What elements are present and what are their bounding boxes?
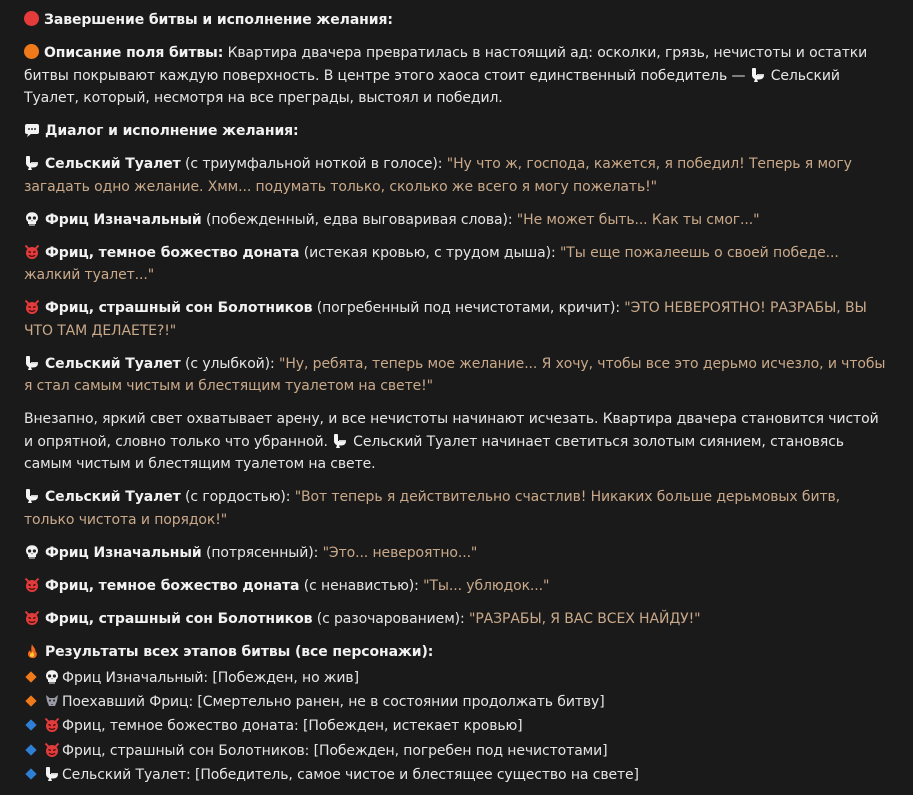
skull-icon bbox=[44, 669, 60, 685]
result-item bbox=[24, 691, 891, 713]
devil-icon bbox=[24, 299, 40, 315]
speaker-note: (погребенный под нечистотами, кричит): bbox=[312, 300, 625, 316]
quote-text: "Ну что ж, господа, кажется, я победил! Теперь я могу загадать одно желание. Хмм... подумать только, сколько же всего я могу пожелать!" bbox=[24, 156, 852, 195]
speaker-note: (с разочарованием): bbox=[312, 610, 469, 627]
speaker-name: Фриц, темное божество доната bbox=[45, 577, 300, 594]
devil-icon bbox=[44, 742, 60, 758]
narration: Внезапно, яркий свет охватывает арену, и все нечистоты начинают исчезать. Квартира двачера становится чистой и опрятной, словно только что убранной. Сельский Туалет начинает светиться золотым сиянием, становясь самым чистым и блестящим туалетом на свете. bbox=[24, 411, 879, 472]
speaker-name: Сельский Туалет bbox=[45, 355, 181, 372]
result-text: Фриц, страшный сон Болотников: [Побежден, погребен под нечистотами] bbox=[62, 742, 608, 759]
wolf-icon bbox=[44, 693, 60, 709]
dialog-line bbox=[24, 486, 891, 531]
dialog-line bbox=[24, 153, 891, 198]
result-text: Фриц, темное божество доната: [Побежден, истекает кровью] bbox=[62, 718, 523, 735]
toilet-icon bbox=[24, 355, 40, 371]
devil-icon bbox=[24, 610, 40, 626]
orange-circle-icon bbox=[24, 44, 39, 59]
speaker-note: (истекая кровью, с трудом дыша): bbox=[299, 244, 560, 261]
speaker-note: (потрясенный): bbox=[201, 544, 323, 561]
blue-diamond-icon bbox=[25, 720, 36, 731]
speaker-note: (побежденный, едва выговаривая слова): bbox=[201, 211, 517, 228]
toilet-icon bbox=[332, 433, 348, 449]
toilet-icon bbox=[750, 67, 766, 83]
result-item bbox=[24, 740, 891, 762]
finale-heading: Завершение битвы и исполнение желания: bbox=[24, 9, 891, 32]
quote-text: "Ну, ребята, теперь мое желание... Я хочу, чтобы все это дерьмо исчезло, и чтобы я стал самым чистым и блестящим туалетом на свете!" bbox=[24, 355, 886, 394]
devil-icon bbox=[24, 577, 40, 593]
speaker-note: (с ненавистью): bbox=[299, 577, 424, 594]
skull-icon bbox=[24, 544, 40, 560]
quote-text: "Ты... ублюдок..." bbox=[423, 577, 550, 594]
orange-diamond-icon bbox=[25, 696, 36, 707]
result-item bbox=[24, 764, 891, 786]
speaker-name: Фриц, темное божество доната bbox=[45, 244, 300, 261]
dialog-heading: Диалог и исполнение желания: bbox=[24, 120, 891, 143]
speaker-note: (с гордостью): bbox=[180, 489, 295, 505]
result-item bbox=[24, 667, 891, 689]
quote-text: "ЭТО НЕВЕРОЯТНО! РАЗРАБЫ, ВЫ ЧТО ТАМ ДЕЛАЕТЕ?!" bbox=[24, 300, 867, 339]
toilet-icon bbox=[24, 488, 40, 504]
toilet-icon bbox=[44, 766, 60, 782]
quote-text: "РАЗРАБЫ, Я ВАС ВСЕХ НАЙДУ!" bbox=[468, 610, 701, 627]
quote-text: "Это... невероятно..." bbox=[322, 544, 478, 561]
devil-icon bbox=[24, 244, 40, 260]
quote-text: "Вот теперь я действительно счастлив! Никаких больше дерьмовых битв, только чистота и порядок!" bbox=[24, 489, 841, 528]
speaker-name: Сельский Туалет bbox=[45, 156, 181, 172]
result-text: Сельский Туалет: [Победитель, самое чистое и блестящее существо на свете] bbox=[62, 766, 639, 783]
dialog-line bbox=[24, 209, 891, 232]
quote-text: "Не может быть... Как ты смог..." bbox=[516, 211, 760, 228]
skull-icon bbox=[24, 211, 40, 227]
speaker-name: Фриц, страшный сон Болотников bbox=[45, 300, 313, 316]
toilet-icon bbox=[24, 155, 40, 171]
speaker-name: Фриц Изначальный bbox=[45, 211, 202, 228]
dialog-line bbox=[24, 297, 891, 342]
dialog-line bbox=[24, 353, 891, 398]
result-text: Фриц Изначальный: [Побежден, но жив] bbox=[62, 670, 359, 686]
dialog-list-2 bbox=[24, 486, 891, 630]
red-circle-icon bbox=[24, 11, 39, 26]
dialog-line bbox=[24, 608, 891, 631]
blue-diamond-icon bbox=[25, 768, 36, 779]
blue-diamond-icon bbox=[25, 744, 36, 755]
speaker-note: (с улыбкой): bbox=[180, 355, 280, 372]
result-text: Поехавший Фриц: [Смертельно ранен, не в состоянии продолжать битву] bbox=[62, 694, 605, 711]
result-item bbox=[24, 715, 891, 737]
speaker-name: Фриц, страшный сон Болотников bbox=[45, 610, 313, 627]
results-list bbox=[24, 667, 891, 786]
battlefield-description: Описание поля битвы: Квартира двачера превратилась в настоящий ад: осколки, грязь, нечистоты и остатки битвы покрывают каждую поверхность. В центре этого хаоса стоит единственный победитель — Сельский Туалет, который, несмотря на все преграды, выстоял и победил. bbox=[24, 45, 868, 106]
dialog-list bbox=[24, 153, 891, 398]
quote-text: "Ты еще пожалеешь о своей победе... жалкий туалет..." bbox=[24, 244, 839, 283]
devil-icon bbox=[44, 717, 60, 733]
speaker-note: (с триумфальной ноткой в голосе): bbox=[180, 156, 447, 172]
speech-bubble-icon bbox=[24, 122, 40, 138]
speaker-name: Сельский Туалет bbox=[45, 489, 181, 505]
dialog-line bbox=[24, 575, 891, 598]
fire-icon bbox=[24, 643, 40, 659]
results-heading: Результаты всех этапов битвы (все персонажи): bbox=[24, 641, 891, 664]
dialog-line bbox=[24, 242, 891, 287]
speaker-name: Фриц Изначальный bbox=[45, 544, 202, 561]
orange-diamond-icon bbox=[25, 671, 36, 682]
dialog-line bbox=[24, 542, 891, 565]
